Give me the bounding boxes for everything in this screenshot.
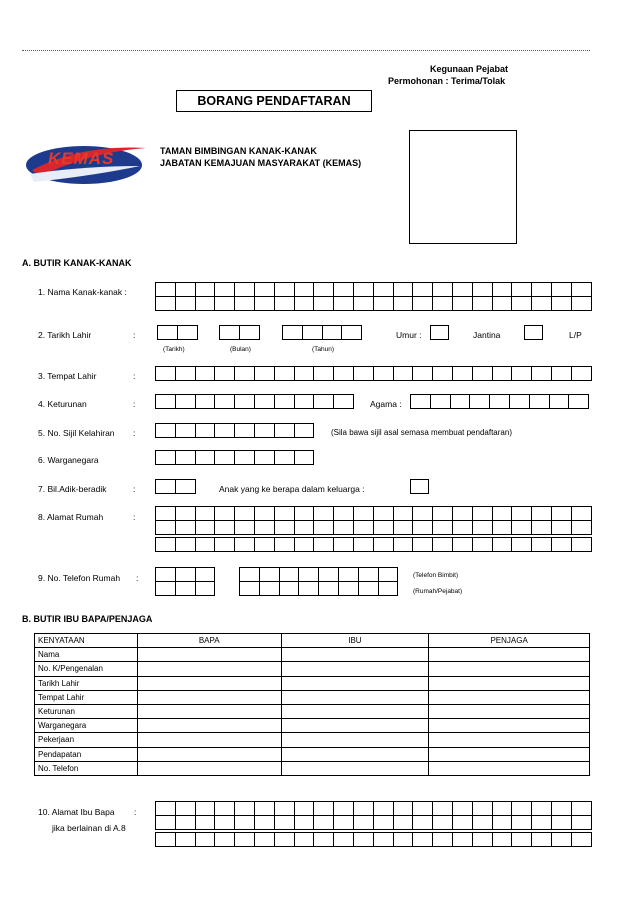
row-label: No. Telefon (35, 761, 138, 775)
mother-cell[interactable] (281, 704, 429, 718)
row-label: Pendapatan (35, 747, 138, 761)
column-header: PENJAGA (429, 634, 590, 648)
guardian-cell[interactable] (429, 733, 590, 747)
guardian-cell[interactable] (429, 648, 590, 662)
descent-field[interactable] (155, 394, 354, 409)
org-name-line1: TAMAN BIMBINGAN KANAK-KANAK (160, 146, 317, 156)
gender-field[interactable] (524, 325, 543, 340)
age-label: Umur : (396, 330, 422, 340)
guardian-cell[interactable] (429, 676, 590, 690)
parent-address-field-row2[interactable] (155, 815, 592, 830)
guardian-cell[interactable] (429, 704, 590, 718)
address-field-row2[interactable] (155, 520, 592, 535)
table-row (35, 690, 590, 704)
child-name-field-row1[interactable] (155, 282, 592, 297)
row-label: Keturunan (35, 704, 138, 718)
phone-label: 9. No. Telefon Rumah (38, 573, 121, 583)
home-office-number-field[interactable] (239, 581, 398, 596)
parent-address-field-row1[interactable] (155, 801, 592, 816)
dob-day-field[interactable] (157, 325, 198, 340)
dob-month-hint: (Bulan) (230, 346, 251, 353)
parent-address-label: 10. Alamat Ibu Bapa (38, 807, 115, 817)
guardian-cell[interactable] (429, 719, 590, 733)
birthplace-field[interactable] (155, 366, 592, 381)
address-colon: : (133, 512, 136, 522)
column-header: KENYATAAN (35, 634, 138, 648)
home-office-note: (Rumah/Pejabat) (413, 588, 463, 595)
siblings-label: 7. Bil.Adik-beradik (38, 484, 107, 494)
guardian-cell[interactable] (429, 747, 590, 761)
father-cell[interactable] (137, 690, 281, 704)
address-label: 8. Alamat Rumah (38, 512, 104, 522)
kemas-logo (22, 136, 152, 192)
section-a-title: A. BUTIR KANAK-KANAK (22, 258, 132, 268)
father-cell[interactable] (137, 761, 281, 775)
mother-cell[interactable] (281, 747, 429, 761)
parent-address-field-row3[interactable] (155, 832, 592, 847)
dob-day-hint: (Tarikh) (163, 346, 185, 353)
child-order-label: Anak yang ke berapa dalam keluarga : (219, 484, 365, 494)
siblings-field[interactable] (155, 479, 196, 494)
table-row (35, 676, 590, 690)
mother-cell[interactable] (281, 719, 429, 733)
gender-label: Jantina (473, 330, 501, 340)
guardian-cell[interactable] (429, 761, 590, 775)
phone-colon: : (136, 573, 139, 583)
religion-field[interactable] (410, 394, 589, 409)
column-header: IBU (281, 634, 429, 648)
table-row (35, 733, 590, 747)
birthcert-field[interactable] (155, 423, 314, 438)
guardian-cell[interactable] (429, 690, 590, 704)
parent-address-colon: : (134, 807, 137, 817)
father-cell[interactable] (137, 747, 281, 761)
father-cell[interactable] (137, 662, 281, 676)
religion-label: Agama : (370, 399, 402, 409)
birthplace-colon: : (133, 371, 136, 381)
form-title: BORANG PENDAFTARAN (176, 90, 372, 112)
child-name-label: 1. Nama Kanak-kanak : (38, 287, 127, 297)
birthcert-note: (Sila bawa sijil asal semasa membuat pendaftaran) (331, 428, 512, 437)
siblings-colon: : (133, 484, 136, 494)
phone-area-code-row2[interactable] (155, 581, 215, 596)
mobile-number-field[interactable] (239, 567, 398, 582)
father-cell[interactable] (137, 704, 281, 718)
mother-cell[interactable] (281, 761, 429, 775)
father-cell[interactable] (137, 719, 281, 733)
table-row (35, 761, 590, 775)
table-row (35, 704, 590, 718)
guardian-cell[interactable] (429, 662, 590, 676)
father-cell[interactable] (137, 676, 281, 690)
row-label: No. K/Pengenalan (35, 662, 138, 676)
row-label: Nama (35, 648, 138, 662)
father-cell[interactable] (137, 733, 281, 747)
descent-colon: : (133, 399, 136, 409)
gender-hint: L/P (569, 330, 582, 340)
row-label: Tempat Lahir (35, 690, 138, 704)
phone-area-code-row1[interactable] (155, 567, 215, 582)
photo-box[interactable] (409, 130, 517, 244)
child-name-field-row2[interactable] (155, 296, 592, 311)
row-label: Warganegara (35, 719, 138, 733)
birthplace-label: 3. Tempat Lahir (38, 371, 97, 381)
mother-cell[interactable] (281, 733, 429, 747)
citizenship-label: 6. Warganegara (38, 455, 99, 465)
father-cell[interactable] (137, 648, 281, 662)
age-field[interactable] (430, 325, 449, 340)
dob-label: 2. Tarikh Lahir (38, 330, 92, 340)
row-label: Pekerjaan (35, 733, 138, 747)
application-status-label: Permohonan : Terima/Tolak (388, 76, 506, 86)
mother-cell[interactable] (281, 676, 429, 690)
mother-cell[interactable] (281, 662, 429, 676)
mother-cell[interactable] (281, 648, 429, 662)
table-row (35, 648, 590, 662)
birthcert-colon: : (133, 428, 136, 438)
citizenship-field[interactable] (155, 450, 314, 465)
mother-cell[interactable] (281, 690, 429, 704)
address-field-row1[interactable] (155, 506, 592, 521)
parents-table (34, 633, 590, 776)
dob-year-field[interactable] (282, 325, 362, 340)
child-order-field[interactable] (410, 479, 429, 494)
office-use-label: Kegunaan Pejabat (430, 64, 509, 74)
table-row (35, 719, 590, 733)
descent-label: 4. Keturunan (38, 399, 87, 409)
mobile-note: (Telefon Bimbit) (413, 572, 459, 579)
logo-wordmark: KEMAS (48, 149, 115, 168)
address-field-row3[interactable] (155, 537, 592, 552)
dob-colon: : (133, 330, 136, 340)
table-row (35, 662, 590, 676)
table-header-row (35, 634, 590, 648)
dob-year-hint: (Tahun) (312, 346, 335, 353)
dob-month-field[interactable] (219, 325, 260, 340)
top-divider (22, 50, 590, 51)
org-name-line2: JABATAN KEMAJUAN MASYARAKAT (KEMAS) (160, 158, 362, 168)
row-label: Tarikh Lahir (35, 676, 138, 690)
table-row (35, 747, 590, 761)
column-header: BAPA (137, 634, 281, 648)
section-b-title: B. BUTIR IBU BAPA/PENJAGA (22, 614, 153, 624)
parent-address-note: jika berlainan di A.8 (52, 823, 126, 833)
birthcert-label: 5. No. Sijil Kelahiran (38, 428, 115, 438)
